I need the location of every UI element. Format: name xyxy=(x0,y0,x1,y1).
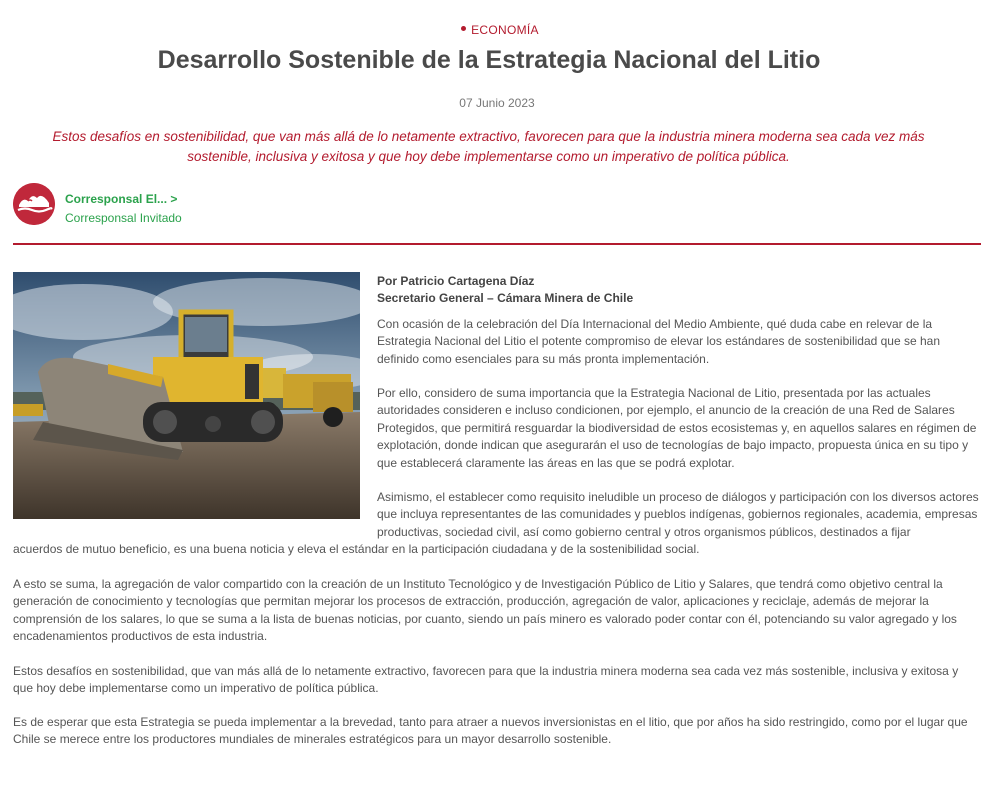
paragraph-4: A esto se suma, la agregación de valor compartido con la creación de un Instituto Tecnológico y de Investigación Público de Litio y Salares, que tendrá como objetivo central la generación de conocimiento y tecnologías que permitan mejorar los procesos de extracción, producción, agregación de valor, aplicaciones y reciclaje, además de mejorar la comprensión de los salares, lo que se suma a la lista de buenas noticias, por cuanto, siendo un país minero es valorado poder contar con él, potenciando su valor agregado y los encadenamientos productivos de esta industria. xyxy=(13,577,957,644)
category-text[interactable]: ECONOMÍA xyxy=(471,23,539,37)
bulldozer-photo-icon xyxy=(13,272,360,519)
article-title: Desarrollo Sostenible de la Estrategia Nacional del Litio xyxy=(157,46,821,74)
byline-title: Secretario General – Cámara Minera de Chile xyxy=(377,291,634,306)
article-photo xyxy=(13,272,360,519)
article-lead: Estos desafíos en sostenibilidad, que van más allá de lo netamente extractivo, favorecen para que la industria minera moderna sea cada vez más sostenible, inclusiva y exitosa y que hoy debe implementarse como un imperativo de política pública. xyxy=(52,129,925,164)
divider xyxy=(13,243,981,245)
paragraph-1: Con ocasión de la celebración del Día Internacional del Medio Ambiente, qué duda cabe en relevar de la Estrategia Nacional del Litio el potente compromiso de elevar los estándares de sostenibilidad que se han definido como esenciales para su más pronta implementación. xyxy=(377,317,941,366)
paragraph-3-start: Asimismo, el establecer como requisito ineludible un proceso de diálogos y participación con los diversos actores que incluya representantes de las comunidades y pueblos indígenas, gobiernos regionales, academia, empresas productivas, sociedad civil, así como gobierno central y otros organismos públicos, destinados a fijar xyxy=(377,490,979,539)
article-date: 07 Junio 2023 xyxy=(459,96,535,110)
category-dot-icon xyxy=(461,26,466,31)
byline-author: Por Patricio Cartagena Díaz xyxy=(377,274,535,288)
author-avatar[interactable] xyxy=(13,183,55,225)
author-name-link[interactable]: Corresponsal El... > xyxy=(65,192,178,206)
byline xyxy=(377,273,982,308)
paragraph-2: Por ello, considero de suma importancia que la Estrategia Nacional de Litio, presentada por las actuales autoridades consideren e incluso condicionen, por ejemplo, el anuncio de la creación de una Red de Salares Protegidos, que permitirá resguardar la biodiversidad de estos ecosistemas y, en aquellos salares en régimen de explotación, donde indican que asegurarán el uso de tecnologías de bajo impacto, propuesta única en su tipo y que establecerá claramente las áreas en las que se podrá explotar. xyxy=(377,386,977,470)
category-label[interactable] xyxy=(0,23,1000,37)
author-role: Corresponsal Invitado xyxy=(65,211,182,225)
paragraph-3-end: acuerdos de mutuo beneficio, es una buena noticia y eleva el estándar en la participación ciudadana y de la sostenibilidad social. xyxy=(13,542,700,556)
mountain-wave-logo-icon xyxy=(13,183,55,225)
paragraph-5: Estos desafíos en sostenibilidad, que van más allá de lo netamente extractivo, favorecen para que la industria minera moderna sea cada vez más sostenible, inclusiva y exitosa y que hoy debe implementarse como un imperativo de política pública. xyxy=(13,664,959,696)
paragraph-6: Es de esperar que esta Estrategia se pueda implementar a la brevedad, tanto para atraer a nuevos inversionistas en el litio, que por años ha sido restringido, como por el lugar que Chile se merece entre los productores mundiales de minerales estratégicos para un mayor desarrollo sostenible. xyxy=(13,715,968,747)
